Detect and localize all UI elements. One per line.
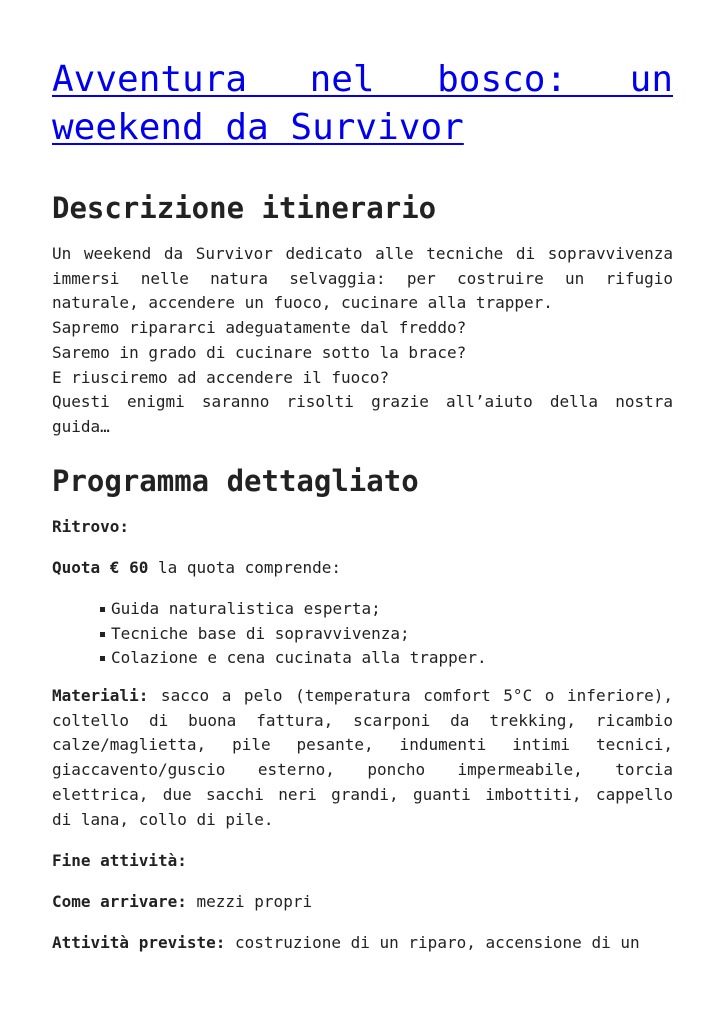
materials-line: di lana, collo di pile. — [52, 809, 274, 829]
quota-text: la quota comprende: — [148, 558, 341, 577]
come-arrivare-field — [52, 890, 673, 915]
materials-line: coltello di buona fattura, scarponi da trekking, ricambio — [52, 710, 673, 730]
materials-line — [52, 684, 673, 709]
materials-line: elettrica, due sacchi neri grandi, guanti imbottiti, cappello — [52, 784, 673, 804]
quota-field — [52, 556, 673, 581]
come-arrivare-text: mezzi propri — [186, 892, 313, 911]
description-line: immersi nelle natura selvaggia: per costruire un rifugio — [52, 268, 673, 288]
description-heading: Descrizione itinerario — [52, 191, 437, 225]
description-paragraph — [52, 242, 673, 440]
fine-attivita-field — [52, 849, 673, 874]
ritrovo-field — [52, 515, 673, 540]
description-line: Un weekend da Survivor dedicato alle tecniche di sopravvivenza — [52, 244, 673, 263]
inclusions-list — [100, 597, 487, 671]
list-item: Guida naturalistica esperta; — [100, 597, 487, 622]
description-line: naturale, accendere un fuoco, cucinare alla trapper. — [52, 293, 553, 313]
post-title-link[interactable]: Avventura nel bosco: un weekend da Survivor — [52, 59, 673, 148]
materials-label: Materiali: — [52, 686, 149, 705]
materials-line: calze/maglietta, pile pesante, indumenti intimi tecnici, — [52, 735, 673, 755]
attivita-previste-field — [52, 931, 673, 956]
ritrovo-label: Ritrovo: — [52, 517, 130, 536]
description-line: Questi enigmi saranno risolti grazie all’aiuto della nostra — [52, 392, 673, 412]
materials-paragraph — [52, 684, 673, 832]
list-item: Colazione e cena cucinata alla trapper. — [100, 646, 487, 671]
post-title — [52, 56, 673, 152]
materials-line: giaccavento/guscio esterno, poncho impermeabile, torcia — [52, 760, 673, 780]
quota-label: Quota € 60 — [52, 558, 149, 577]
come-arrivare-label: Come arrivare: — [52, 892, 187, 911]
materials-text: sacco a pelo (temperatura comfort 5°C o inferiore), — [148, 686, 673, 705]
program-heading: Programma dettagliato — [52, 464, 419, 498]
attivita-previste-text: costruzione di un riparo, accensione di un — [225, 933, 640, 952]
description-line: E riusciremo ad accendere il fuoco? — [52, 367, 390, 387]
description-line: guida… — [52, 416, 110, 436]
description-line: Sapremo ripararci adeguatamente dal freddo? — [52, 318, 467, 338]
attivita-previste-label: Attività previste: — [52, 933, 226, 952]
description-line: Saremo in grado di cucinare sotto la brace? — [52, 342, 467, 362]
list-item: Tecniche base di sopravvivenza; — [100, 622, 487, 647]
fine-attivita-label: Fine attività: — [52, 851, 187, 870]
